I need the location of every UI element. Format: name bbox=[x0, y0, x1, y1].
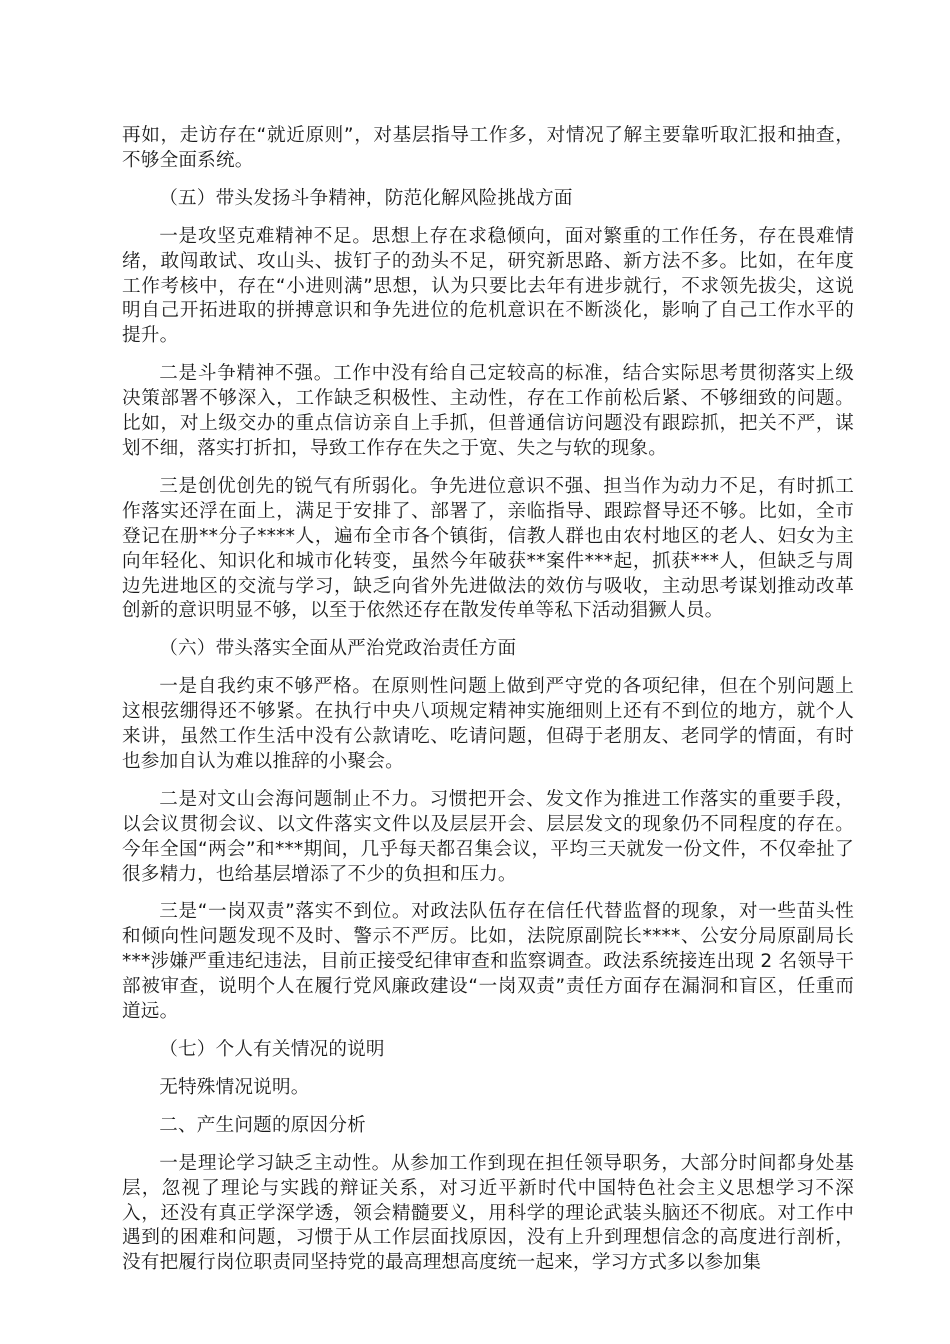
paragraph: 无特殊情况说明。 bbox=[159, 1076, 310, 1098]
section-heading-5: （五）带头发扬斗争精神，防范化解风险挑战方面 bbox=[159, 187, 573, 209]
paragraph: 一是攻坚克难精神不足。思想上存在求稳倾向，面对繁重的工作任务，存在畏难情绪，敢闯敢试、攻山头、拔钉子的劲头不足，研究新思路、新方法不多。比如，在年度工作考核中，存在“小进则满”思想，认为只要比去年有进步就行，不求领先拔尖，这说明自己开拓进取的拼搏意识和争先进位的危机意识在不断淡化，影响了自己工作水平的提升。 bbox=[122, 225, 854, 347]
paragraph: 一是自我约束不够严格。在原则性问题上做到严守党的各项纪律，但在个别问题上这根弦绷得还不够紧。在执行中央八项规定精神实施细则上还有不到位的地方，就个人来讲，虽然工作生活中没有公款请吃、吃请问题，但碍于老朋友、老同学的情面，有时也参加自认为难以推辞的小聚会。 bbox=[122, 676, 854, 772]
paragraph: 二是对文山会海问题制止不力。习惯把开会、发文作为推进工作落实的重要手段，以会议贯彻会议、以文件落实文件以及层层开会、层层发文的现象仍不同程度的存在。今年全国“两会”和***期间，几乎每天都召集会议，平均三天就发一份文件，不仅牵扯了很多精力，也给基层增添了不少的负担和压力。 bbox=[122, 788, 854, 885]
paragraph: 一是理论学习缺乏主动性。从参加工作到现在担任领导职务，大部分时间都身处基层，忽视了理论与实践的辩证关系，对习近平新时代中国特色社会主义思想学习不深入，还没有真正学深学透，领会精髓要义，用科学的理论武装头脑还不彻底。对工作中遇到的困难和问题，习惯于从工作层面找原因，没有上升到理想信念的高度进行剖析，没有把履行岗位职责同坚持党的最高理想高度统一起来，学习方式多以参加集 bbox=[122, 1152, 854, 1274]
section-heading-6: （六）带头落实全面从严治党政治责任方面 bbox=[159, 638, 517, 660]
section-heading-2: 二、产生问题的原因分析 bbox=[159, 1114, 366, 1136]
paragraph-continuation: 再如，走访存在“就近原则”，对基层指导工作多，对情况了解主要靠听取汇报和抽查，不够全面系统。 bbox=[122, 125, 854, 171]
section-heading-7: （七）个人有关情况的说明 bbox=[159, 1039, 385, 1060]
paragraph: 三是“一岗双责”落实不到位。对政法队伍存在信任代替监督的现象，对一些苗头性和倾向性问题发现不及时、警示不严厉。比如，法院原副院长****、公安分局原副局长***涉嫌严重违纪违法，目前正接受纪律审查和监察调查。政法系统接连出现 2 名领导干部被审查，说明个人在履行党风廉政建设“一岗双责”责任方面存在漏洞和盲区，任重而道远。 bbox=[122, 901, 854, 1023]
document-body bbox=[122, 124, 854, 1289]
paragraph: 三是创优创先的锐气有所弱化。争先进位意识不强、担当作为动力不足，有时抓工作落实还浮在面上，满足于安排了、部署了，亲临指导、跟踪督导还不够。比如，全市登记在册**分子****人，遍布全市各个镇街，信教人群也由农村地区的老人、妇女为主向年轻化、知识化和城市化转变，虽然今年破获**案件***起，抓获***人，但缺乏与周边先进地区的交流与学习，缺乏向省外先进做法的效仿与吸收，主动思考谋划推动改革创新的意识明显不够，以至于依然还存在散发传单等私下活动猖獗人员。 bbox=[122, 475, 854, 622]
paragraph: 二是斗争精神不强。工作中没有给自己定较高的标准，结合实际思考贯彻落实上级决策部署不够深入，工作缺乏积极性、主动性，存在工作前松后紧、不够细致的问题。比如，对上级交办的重点信访亲自上手抓，但普通信访问题没有跟踪抓，把关不严，谋划不细，落实打折扣，导致工作存在失之于宽、失之与软的现象。 bbox=[122, 363, 854, 459]
